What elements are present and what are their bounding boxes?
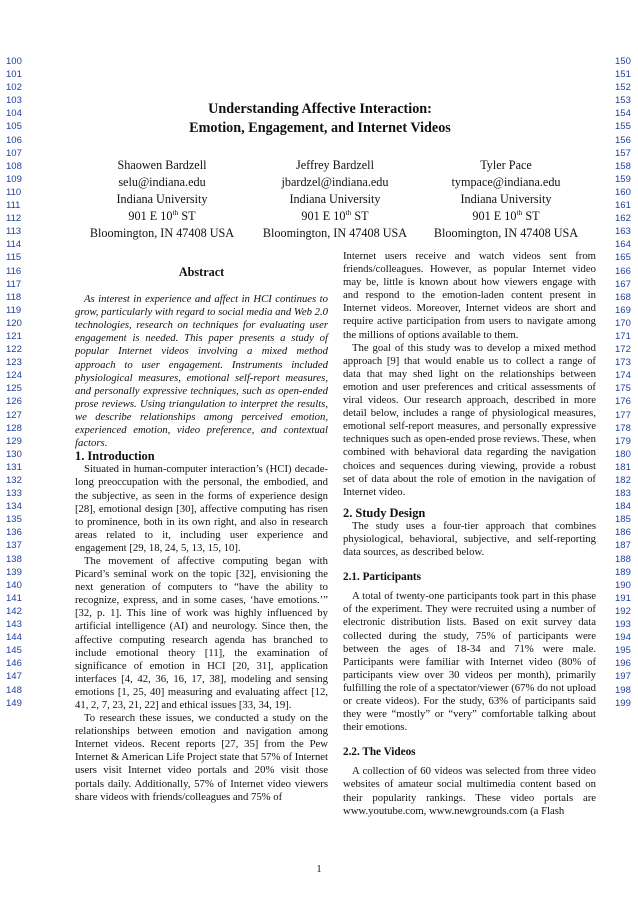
line-number: 184 [615,501,631,513]
line-number: 166 [615,265,631,277]
author-affiliation: Indiana University [460,192,552,206]
line-number: 194 [615,632,631,644]
line-number: 179 [615,435,631,447]
line-number: 192 [615,605,631,617]
line-number: 103 [6,95,22,107]
line-number: 110 [6,186,22,198]
author-name: Tyler Pace [480,158,532,172]
line-number: 111 [6,200,21,212]
line-number: 165 [615,252,631,264]
line-number: 181 [615,461,631,473]
study-design-heading: 2. Study Design [343,505,426,520]
line-number: 169 [615,304,631,316]
line-number: 163 [615,226,631,238]
line-number: 129 [6,435,22,447]
line-number: 161 [615,200,631,212]
participants-heading: 2.1. Participants [343,571,421,584]
line-number: 149 [6,697,22,709]
line-number: 138 [6,553,22,565]
abstract-heading: Abstract [178,265,225,279]
author-name: Jeffrey Bardzell [296,158,374,172]
line-number: 188 [615,553,631,565]
line-number: 170 [615,317,631,329]
line-number: 109 [6,173,22,185]
line-number: 150 [615,56,631,67]
line-number: 186 [615,527,631,539]
line-number: 147 [6,671,22,683]
line-number: 178 [615,422,631,434]
line-number: 195 [615,645,631,657]
title-line-1: Understanding Affective Interaction: [208,101,432,117]
intro-paragraph-5: The goal of this study was to develop a mixed method approach [9] that would enable us to collect a range of data that may shed light on the relationships between emotion and user preferences and critical assessments of viral videos. Our research approach, described in more detail below, includes a range of physiological measures, emotional self-report measures, and personally expressive techniques such as open-ended prose reviews. These, when combined with behavioral data regarding the navigation choices and sequences during viewing, provide a robust set of data about the role of emotion in the navigation of Internet video. [343,341,596,498]
line-number: 189 [615,566,631,578]
line-number: 126 [6,396,22,408]
line-number: 142 [6,605,22,617]
participants-paragraph: A total of twenty-one participants took part in this phase of the experiment. They were recruited using a number of electronic distribution lists. Based on exit survey data collected during the study, 75% of participants were between the ages of 18-34 and 71% were male. Participants were familiar with Internet video (80% of participants view over 30 videos per month), primarily fulfilling the role of a spectator/viewer (67% do not upload or create videos). For the study, 63% of participants said they were “mostly” or “very” comfortable talking about their emotions. [343,590,596,734]
line-number: 124 [6,370,22,382]
line-number: 198 [615,684,631,696]
line-number: 120 [6,317,22,329]
line-number: 171 [615,330,631,342]
line-number: 160 [615,186,631,198]
author-email: tympace@indiana.edu [451,175,561,189]
line-number: 102 [6,82,22,94]
line-number: 113 [6,226,22,238]
title-line-2: Emotion, Engagement, and Internet Videos [189,120,451,136]
author-email: selu@indiana.edu [118,175,206,189]
line-number: 115 [6,252,22,264]
line-number: 134 [6,501,22,513]
line-number: 176 [615,396,631,408]
line-number: 114 [6,239,22,251]
line-number: 153 [615,95,631,107]
line-number: 196 [615,658,631,670]
author-block-3 [421,157,591,242]
page-number: 1 [316,864,322,875]
line-number: 122 [6,344,22,356]
line-number: 193 [615,619,631,631]
line-number: 197 [615,671,631,683]
line-number: 158 [615,160,631,172]
abstract-text: As interest in experience and affect in HCI continues to grow, particularly with regard to social media and Web 2.0 technologies, research on techniques for evaluating user engagement is needed. This paper presents a study of popular Internet videos involving a mixed method approach to user engagement. Instruments included physiological measures, emotional self-report measures, and personally expressive techniques, such as open-ended prose reviews. Using triangulation to interpret the results, we describe relationships among perceived emotion, experienced emotion, video preference, and contextual factors. [75,293,328,450]
line-number: 118 [6,291,22,303]
intro-paragraph-1: Situated in human-computer interaction’s (HCI) decade-long preoccupation with the personal, the embodied, and the subjective, as seen in the forms of experience design [28], emotional design [30], affective computing has risen to prominence, both in its own right, and also in research areas related to it, including user experience and engagement [29, 18, 24, 5, 13, 15, 10]. [75,463,328,554]
line-number: 154 [615,108,631,120]
left-column [75,250,328,804]
line-number: 132 [6,475,22,486]
intro-paragraph-2: The movement of affective computing began with Picard’s seminal work on the topic [32], envisioning the next generation of computers to “have the ability to recognize, express, and in some cases, ‘have emotions.’” [32, p. 1]. This line of work was highly influenced by artificial intelligence (AI) and neurology. Since then, the affective computing research agenda has branched to include emotional theory [11], the examination of significance of emotion in HCI [20, 31], application interfaces [4, 42, 36, 16, 17, 38], modeling and sensing emotions [1, 25, 40] measuring and evaluating affect [12, 41, 2, 7, 23, 21, 22] and ethical issues [33, 34, 19]. [75,554,328,711]
intro-paragraph-3: To research these issues, we conducted a study on the relationships between emotion and navigation among Internet videos. Recent reports [27, 35] from the Pew Internet & American Life Project state that 57% of Internet users visit Internet video portals and 20% visit those portals daily. Additionally, 57% of Internet video viewers share videos with friends/colleagues and 75% of [75,712,328,803]
line-number: 164 [615,239,631,251]
line-number: 108 [6,160,22,172]
line-number: 190 [615,579,631,591]
line-number: 117 [6,278,22,290]
line-numbers-left [6,55,22,710]
line-number: 104 [6,108,22,120]
line-number: 139 [6,566,22,578]
line-number: 119 [6,304,22,316]
line-number: 127 [6,409,22,421]
author-block-2 [250,157,420,242]
line-number: 162 [615,213,631,225]
author-street: 901 E 10th ST [472,207,540,223]
line-number: 137 [6,540,22,552]
line-number: 141 [6,592,22,604]
line-number: 143 [6,619,22,631]
author-affiliation: Indiana University [116,192,208,206]
line-number: 183 [615,488,631,500]
line-number: 177 [615,409,631,421]
line-number: 106 [6,134,22,146]
intro-paragraph-4: Internet users receive and watch videos sent from friends/colleagues. However, as popular Internet video may be, little is known about how viewers engage with and respond to the emotion-laden content present in Internet videos. Moreover, Internet videos are short and require active participation from users to navigate among the millions of options available to them. [343,250,596,341]
line-number: 148 [6,684,22,696]
author-street: 901 E 10th ST [128,207,196,223]
line-number: 130 [6,448,22,460]
line-number: 146 [6,658,22,670]
introduction-heading: 1. Introduction [75,449,155,464]
line-number: 191 [615,592,631,604]
line-number: 182 [615,475,631,486]
line-number: 100 [6,56,22,67]
line-number: 131 [6,461,22,473]
author-block-1 [77,157,247,242]
author-name: Shaowen Bardzell [117,158,207,172]
line-number: 128 [6,422,22,434]
line-number: 172 [615,344,631,356]
videos-paragraph: A collection of 60 videos was selected from three video websites of amateur social multimedia content based on their popularity rankings. These video portals are www.youtube.com, www.newgrounds.com (a Flash [343,765,596,817]
line-number: 136 [6,527,22,539]
line-number: 133 [6,488,22,500]
line-number: 180 [615,448,631,460]
author-affiliation: Indiana University [289,192,381,206]
line-number: 140 [6,579,22,591]
line-number: 135 [6,514,22,526]
videos-heading: 2.2. The Videos [343,746,416,759]
line-number: 116 [6,265,22,277]
line-number: 105 [6,121,22,133]
line-number: 167 [615,278,631,290]
line-number: 175 [615,383,631,395]
study-design-paragraph: The study uses a four-tier approach that combines physiological, behavioral, subjective, and self-reporting data sources, as described below. [343,519,596,559]
line-number: 123 [6,357,22,369]
line-number: 121 [6,330,22,342]
right-column [343,250,596,818]
author-email: jbardzel@indiana.edu [281,175,389,189]
line-number: 112 [6,213,22,225]
line-numbers-right [615,55,631,710]
line-number: 199 [615,697,631,709]
author-street: 901 E 10th ST [301,207,369,223]
author-city: Bloomington, IN 47408 USA [262,226,408,240]
line-number: 187 [615,540,631,552]
line-number: 155 [615,121,631,133]
line-number: 157 [615,147,631,159]
line-number: 101 [6,69,22,81]
line-number: 152 [615,82,631,94]
line-number: 151 [615,69,631,81]
author-city: Bloomington, IN 47408 USA [89,226,235,240]
line-number: 173 [615,357,631,369]
line-number: 125 [6,383,22,395]
paper-title [60,100,580,138]
line-number: 185 [615,514,631,526]
line-number: 144 [6,632,22,644]
line-number: 107 [6,147,22,159]
line-number: 156 [615,134,631,146]
line-number: 145 [6,645,22,657]
author-city: Bloomington, IN 47408 USA [433,226,579,240]
line-number: 159 [615,173,631,185]
line-number: 168 [615,291,631,303]
line-number: 174 [615,370,631,382]
